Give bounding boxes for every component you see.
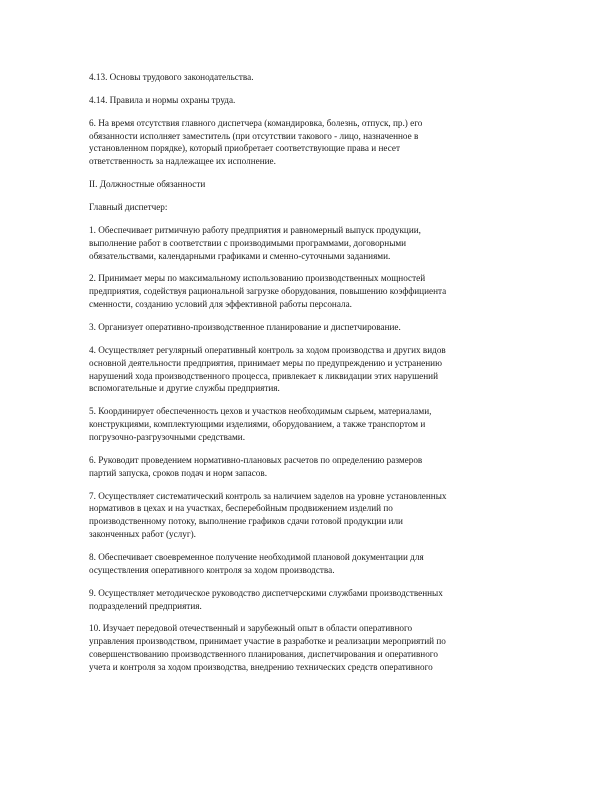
clause-4-13: 4.13. Основы трудового законодательства. xyxy=(89,72,254,82)
duty-9: 9. Осуществляет методическое руководство диспетчерскими службами производственных подразделений предприятия. xyxy=(89,587,443,611)
duty-5: 5. Координирует обеспеченность цехов и участков необходимым сырьем, материалами, конструкциями, комплектующими изделиями, оборудованием, а также транспортом и погрузочно-разгрузочными средствами. xyxy=(89,406,432,443)
duty-10: 10. Изучает передовой отечественный и зарубежный опыт в области оперативного управления производством, принимает участие в разработке и реализации мероприятий по совершенствованию производственного планирования, диспетчирования и оперативного учета и контроля за ходом производства, внедрению технических средств оперативного xyxy=(89,623,446,673)
document-body xyxy=(89,71,521,684)
duty-3: 3. Организует оперативно-производственное планирование и диспетчирование. xyxy=(89,321,401,332)
duty-6: 6. Руководит проведением нормативно-плановых расчетов по определению размеров партий запуска, сроков подач и норм запасов. xyxy=(89,454,423,478)
duty-7: 7. Осуществляет систематический контроль за наличием заделов на уровне установленных нормативов в цехах и на участках, бесперебойным продвижением изделий по производственному потоку, выполнение графиков сдачи готовой продукции или законченных работ (услуг). xyxy=(89,490,447,540)
clause-4-14: 4.14. Правила и нормы охраны труда. xyxy=(89,94,236,105)
duty-1: 1. Обеспечивает ритмичную работу предприятия и равномерный выпуск продукции, выполнение работ в соответствии с производимыми программами, договорными обязательствами, календарными графиками и сменно-суточными заданиями. xyxy=(89,224,421,261)
clause-6-substitute: 6. На время отсутствия главного диспетчера (командировка, болезнь, отпуск, пр.) его обязанности исполняет заместитель (при отсутствии такового - лицо, назначенное в установленном порядке), который приобретает соответствующие права и несет ответственность за надлежащее их исполнение. xyxy=(89,117,423,167)
section-heading-duties: II. Должностные обязанности xyxy=(89,179,206,190)
duty-4: 4. Осуществляет регулярный оперативный контроль за ходом производства и других видов основной деятельности предприятия, принимает меры по предупреждению и устранению нарушений хода производственного процесса, привлекает к ликвидации этих нарушений вспомогательные и другие службы предприятия. xyxy=(89,344,446,394)
duty-2: 2. Принимает меры по максимальному использованию производственных мощностей предприятия, содействуя рациональной загрузке оборудования, повышению коэффициента сменности, созданию условий для эффективной работы персонала. xyxy=(89,273,447,310)
duty-8: 8. Обеспечивает своевременное получение необходимой плановой документации для осуществления оперативного контроля за ходом производства. xyxy=(89,552,424,575)
duties-intro: Главный диспетчер: xyxy=(89,201,168,212)
